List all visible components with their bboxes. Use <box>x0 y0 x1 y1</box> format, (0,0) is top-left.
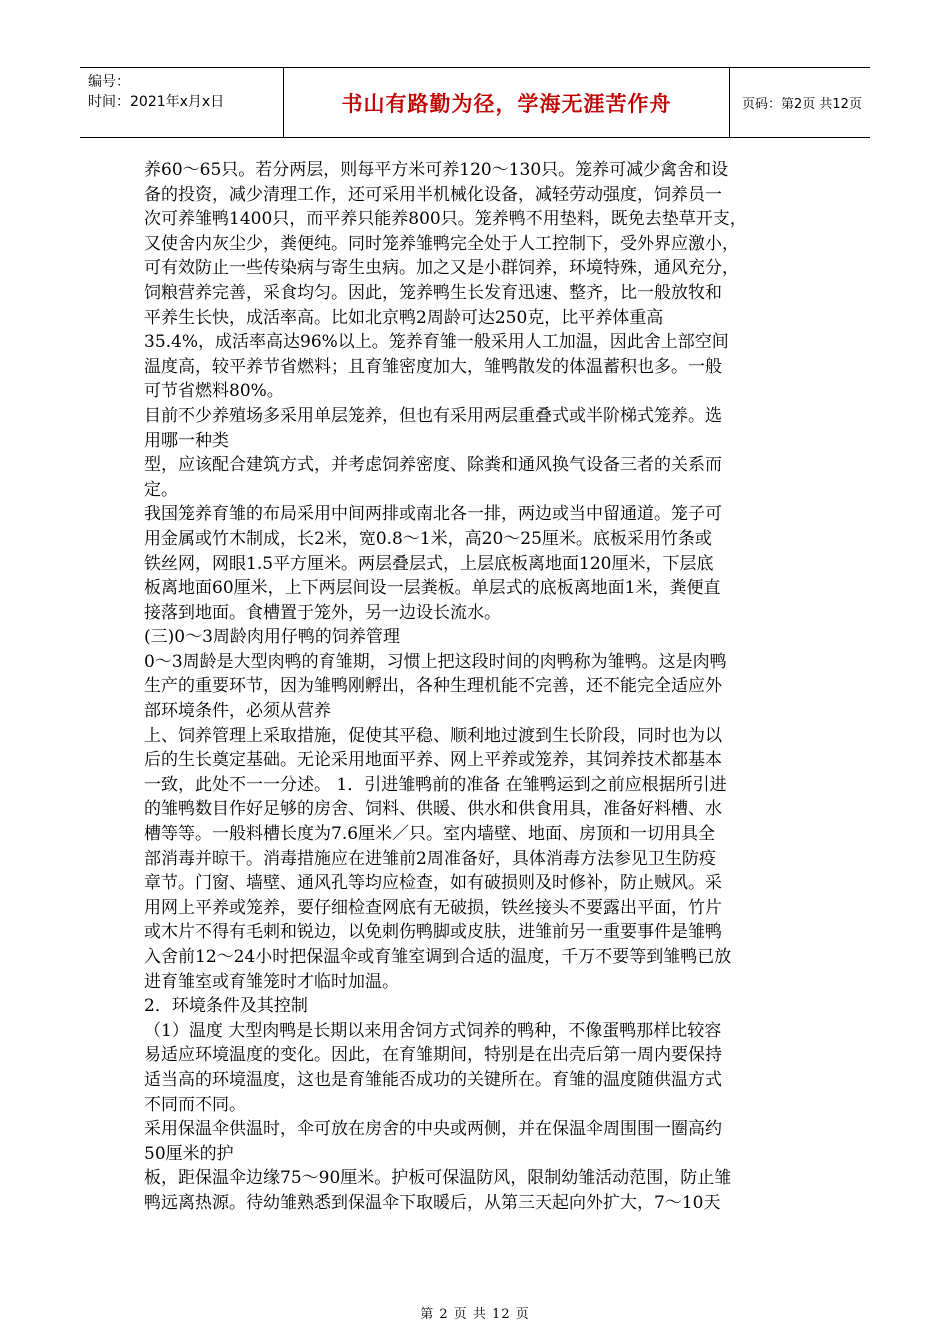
text-line: 又使舍内灰尘少，粪便纯。同时笼养雏鸭完全处于人工控制下，受外界应激小， <box>144 233 739 254</box>
text-line: 可节省燃料80%。 <box>144 381 284 402</box>
text-line: 备的投资，减少清理工作，还可采用半机械化设备，减轻劳动强度，饲养员一 <box>144 184 722 205</box>
header-motto: 书山有路勤为径，学海无涯苦作舟 <box>341 90 672 116</box>
text-line: 2．环境条件及其控制 <box>144 996 308 1017</box>
text-line: 一致，此处不一一分述。 1．引进雏鸭前的准备 在雏鸭运到之前应根据所引进 <box>144 774 727 795</box>
text-line: 易适应环境温度的变化。因此，在育雏期间，特别是在出壳后第一周内要保持 <box>144 1045 722 1066</box>
header-motto-cell <box>284 68 730 137</box>
text-line: 槽等等。一般料槽长度为7.6厘米／只。室内墙壁、地面、房顶和一切用具全 <box>144 824 716 845</box>
text-line: 接落到地面。食槽置于笼外，另一边设长流水。 <box>144 602 501 623</box>
text-line: 温度高，较平养节省燃料；且育雏密度加大，雏鸭散发的体温蓄积也多。一般 <box>144 356 722 377</box>
text-line: 入舍前12～24小时把保温伞或育雏室调到合适的温度，千万不要等到雏鸭已放 <box>144 947 732 967</box>
text-line: 次可养雏鸭1400只，而平养只能养800只。笼养鸭不用垫料，既免去垫草开支， <box>144 209 747 230</box>
text-line: 型，应该配合建筑方式，并考虑饲养密度、除粪和通风换气设备三者的关系而 <box>144 455 722 476</box>
text-line: 我国笼养育雏的布局采用中间两排或南北各一排，两边或当中留通道。笼子可 <box>144 504 722 525</box>
text-line: 生产的重要环节，因为雏鸭刚孵出，各种生理机能不完善，还不能完全适应外 <box>144 676 722 697</box>
page-footer: 第 2 页 共 12 页 <box>420 1307 530 1322</box>
page-header <box>80 67 870 138</box>
text-line: 采用保温伞供温时，伞可放在房舍的中央或两侧，并在保温伞周围围一圈高约 <box>144 1119 722 1140</box>
text-line: 部环境条件，必须从营养 <box>144 701 331 722</box>
text-line: 不同而不同。 <box>144 1094 246 1115</box>
text-line: 目前不少养殖场多采用单层笼养，但也有采用两层重叠式或半阶梯式笼养。选 <box>144 405 722 426</box>
text-line: 板离地面60厘米，上下两层间设一层粪板。单层式的底板离地面1米，粪便直 <box>144 578 721 599</box>
text-line: 适当高的环境温度，这也是育雏能否成功的关键所在。育雏的温度随供温方式 <box>144 1069 722 1090</box>
text-line: 部消毒并晾干。消毒措施应在进雏前2周准备好，具体消毒方法参见卫生防疫 <box>144 848 716 869</box>
header-page-cell <box>730 68 870 137</box>
text-line: 用金属或竹木制成，长2米，宽0.8～1米，高20～25厘米。底板采用竹条或 <box>144 528 712 549</box>
text-line: 35.4%，成活率高达96%以上。笼养育雏一般采用人工加温，因此舍上部空间 <box>144 332 729 353</box>
document-number-label: 编号： <box>88 74 130 90</box>
header-page-info: 页码：第2页 共12页 <box>742 97 862 112</box>
text-line: （1）温度 大型肉鸭是长期以来用舍饲方式饲养的鸭种，不像蛋鸭那样比较容 <box>144 1020 722 1041</box>
text-line: 养60～65只。若分两层，则每平方米可养120～130只。笼养可减少禽舍和设 <box>144 160 729 180</box>
text-line: 铁丝网，网眼1.5平方厘米。两层叠层式，上层底板离地面120厘米，下层底 <box>144 553 714 574</box>
document-body <box>144 158 812 1216</box>
text-line: 章节。门窗、墙壁、通风孔等均应检查，如有破损则及时修补，防止贼风。采 <box>144 873 722 894</box>
text-line: (三)0～3周龄肉用仔鸭的饲养管理 <box>144 627 400 648</box>
text-line: 用哪一种类 <box>144 430 229 451</box>
document-date-label: 时间：2021年x月x日 <box>88 94 225 110</box>
text-line: 饲粮营养完善，采食均匀。因此，笼养鸭生长发育迅速、整齐，比一般放牧和 <box>144 282 722 303</box>
text-line: 进育雏室或育雏笼时才临时加温。 <box>144 971 399 992</box>
text-line: 后的生长奠定基础。无论采用地面平养、网上平养或笼养，其饲养技术都基本 <box>144 750 722 771</box>
header-meta-cell <box>80 68 284 137</box>
text-line: 平养生长快，成活率高。比如北京鸭2周龄可达250克，比平养体重高 <box>144 307 664 328</box>
text-line: 或木片不得有毛刺和锐边，以免刺伤鸭脚或皮肤，进雏前另一重要事件是雏鸭 <box>144 922 722 943</box>
text-line: 可有效防止一些传染病与寄生虫病。加之又是小群饲养，环境特殊，通风充分， <box>144 258 739 279</box>
text-line: 50厘米的护 <box>144 1143 234 1164</box>
text-line: 板，距保温伞边缘75～90厘米。护板可保温防风，限制幼雏活动范围，防止雏 <box>144 1168 732 1189</box>
text-line: 上、饲养管理上采取措施，促使其平稳、顺利地过渡到生长阶段，同时也为以 <box>144 725 722 746</box>
text-line: 0～3周龄是大型肉鸭的育雏期，习惯上把这段时间的肉鸭称为雏鸭。这是肉鸭 <box>144 651 727 672</box>
text-line: 鸭远离热源。待幼雏熟悉到保温伞下取暖后，从第三天起向外扩大，7～10天 <box>144 1192 721 1213</box>
text-line: 定。 <box>144 479 178 500</box>
text-line: 用网上平养或笼养，要仔细检查网底有无破损，铁丝接头不要露出平面，竹片 <box>144 897 722 918</box>
text-line: 的雏鸭数目作好足够的房舍、饲料、供暖、供水和供食用具，准备好料槽、水 <box>144 799 722 820</box>
